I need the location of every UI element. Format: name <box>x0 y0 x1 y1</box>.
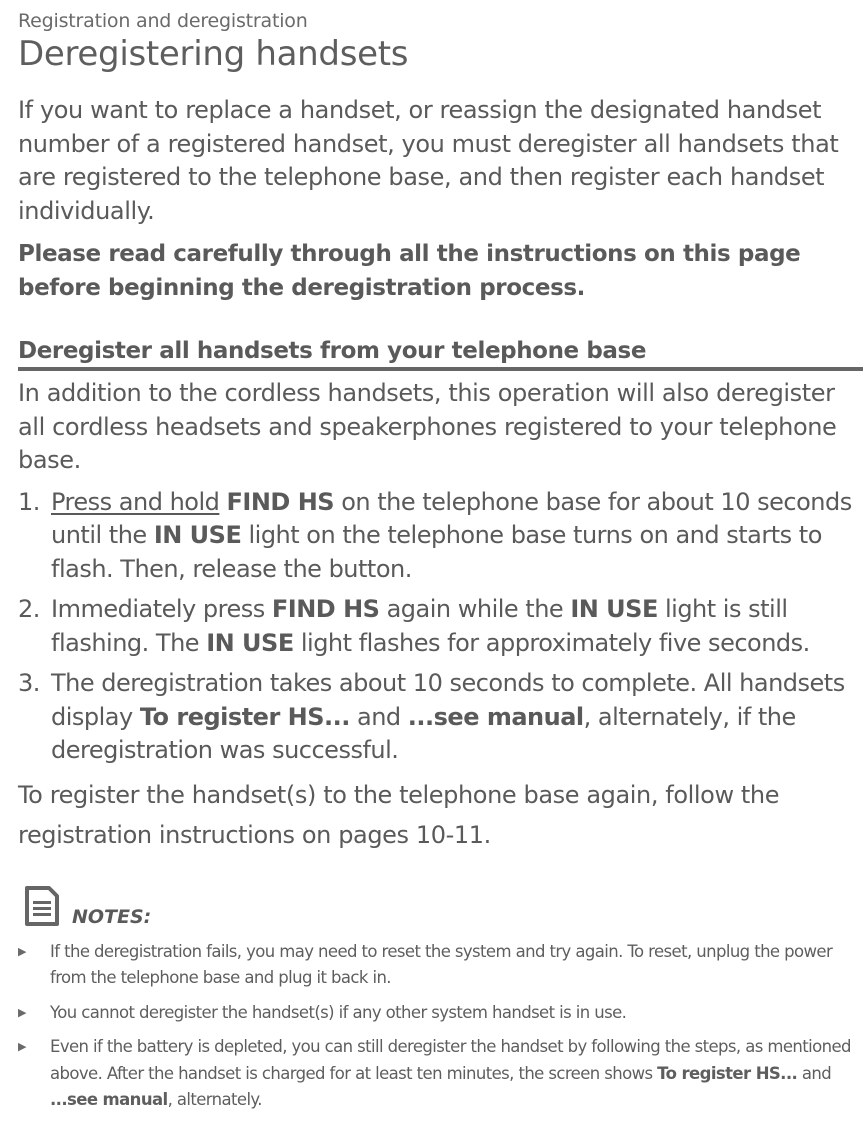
note-text: and <box>797 1063 832 1083</box>
note-item <box>18 1000 863 1027</box>
key-find-hs: FIND HS <box>226 487 335 516</box>
step-text: Immediately press <box>51 595 272 623</box>
note-item <box>18 939 863 992</box>
screen-message: ...see manual <box>407 702 584 731</box>
bullet-triangle-icon: ▶ <box>18 1005 26 1019</box>
step-item <box>18 593 863 660</box>
step-item <box>18 667 863 768</box>
note-text: Even if the battery is depleted, you can still deregister the handset by following the steps, as mentioned above. After the handset is charged for at least ten minutes, the screen shows <box>50 1037 851 1083</box>
step-text: The deregistration takes about 10 seconds to complete. All handsets display <box>51 669 845 731</box>
section-heading: Deregister all handsets from your telephone base <box>18 335 863 371</box>
bullet-triangle-icon: ▶ <box>18 1040 26 1053</box>
step-number: 2. <box>18 595 40 623</box>
step-text: light on the telephone base turns on and starts to flash. Then, release the button. <box>51 521 822 583</box>
key-find-hs: FIND HS <box>271 595 380 623</box>
notes-list <box>18 939 863 1114</box>
screen-message: To register HS... <box>139 702 350 731</box>
section-label: Registration and deregistration <box>18 10 308 32</box>
light-in-use: IN USE <box>153 521 242 549</box>
manual-page <box>18 8 863 1122</box>
step-text: light is still flashing. The <box>51 595 788 657</box>
closing-paragraph: To register the handset(s) to the telephone base again, follow the registration instructions on pages 10-11. <box>18 780 780 849</box>
note-text: , alternately. <box>167 1090 262 1109</box>
note-text: You cannot deregister the handset(s) if any other system handset is in use. <box>50 1002 627 1022</box>
screen-message: ...see manual <box>50 1090 168 1109</box>
step-text: on the telephone base for about 10 seconds until the <box>51 487 852 549</box>
step-number: 3. <box>18 669 40 697</box>
step-text: and <box>349 702 408 731</box>
step-number: 1. <box>18 487 40 516</box>
section-description: In addition to the cordless handsets, this operation will also deregister all cordless headsets and speakerphones registered to your telephone base. <box>18 379 837 474</box>
step-text: , alternately, if the deregistration was successful. <box>51 702 796 764</box>
intro-paragraph: If you want to replace a handset, or reassign the designated handset number of a registered handset, you must deregister all handsets that are registered to the telephone base, and then register each handset individually. <box>18 96 839 225</box>
notes-header <box>24 885 863 927</box>
note-item <box>18 1034 863 1114</box>
page-title: Deregistering handsets <box>18 34 409 74</box>
screen-message: To register HS... <box>657 1063 798 1083</box>
light-in-use: IN USE <box>206 628 294 657</box>
note-text: If the deregistration fails, you may need to reset the system and try again. To reset, unplug the power from the telephone base and plug it back in. <box>50 941 833 987</box>
document-icon <box>24 885 60 927</box>
notes-label: NOTES: <box>72 905 152 928</box>
step-underlined-text: Press and hold <box>51 487 220 516</box>
step-text: again while the <box>379 595 571 623</box>
step-text: light flashes for approximately five seconds. <box>293 628 810 657</box>
bullet-triangle-icon: ▶ <box>18 944 26 958</box>
warning-paragraph: Please read carefully through all the instructions on this page before beginning the deregistration process. <box>18 241 801 301</box>
steps-list <box>18 486 863 768</box>
light-in-use: IN USE <box>570 595 658 623</box>
step-item <box>18 486 863 587</box>
